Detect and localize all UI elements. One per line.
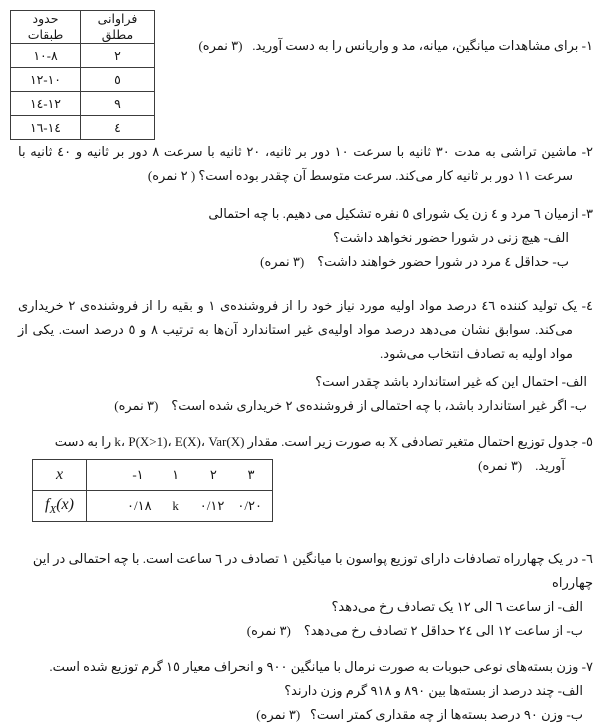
question-6 [18,547,593,643]
question-7 [18,655,593,727]
x-value: ١ [172,467,180,482]
table-row [11,44,155,68]
question-4-text: ٤- یک تولید کننده ٤٦ درصد مواد اولیه مورد نیاز خود را از فروشنده‌ی ١ و بقیه را از فروشنده‌ی ٢ خریداری می‌کند. سوابق نشان می‌دهد درصد مواد اولیه‌ی غیر استاندارد آن‌ها به ترتیب ٨ و ٥ درصد است. یکی از مواد اولیه به تصادف انتخاب می‌شود. [18,298,594,361]
frequency-table [10,10,155,140]
table-header-row [11,11,155,44]
x-values-row [33,460,273,491]
question-7-part-b: ب- وزن ٩٠ درصد بسته‌ها از چه مقداری کمتر است؟ (٣ نمره) [256,707,583,722]
probability-values-row [33,491,273,522]
question-3-part-b: ب- حداقل ٤ مرد در شورا حضور خواهند داشت؟ (٣ نمره) [260,254,569,269]
question-3 [18,202,593,274]
x-label: x [55,466,64,483]
frequency-cell: ٤ [81,116,155,140]
question-6-text: ٦- در یک چهارراه تصادفات دارای توزیع پواسون با میانگین ١ تصادف در ٦ ساعت است. با چه احتمالی در این چهارراه [32,551,593,590]
probability-value: ٠/٢٠ [237,498,262,513]
table-row [11,68,155,92]
class-limit-cell: ١٤-١٦ [11,116,81,140]
absolute-frequency-header: فراوانی مطلق [81,11,155,44]
question-6-part-a: الف- از ساعت ٦ الی ١٢ یک تصادف رخ می‌دهد؟ [331,599,583,614]
x-value: ٢ [209,467,217,482]
distribution-table [32,459,273,522]
question-3-part-a: الف- هیچ زنی در شورا حضور نخواهد داشت؟ [333,230,569,245]
probability-value: ٠/١٨ [127,498,152,513]
question-5 [18,430,593,527]
probability-value: k [172,498,179,513]
question-2-text: ٢- ماشین تراشی به مدت ٣٠ ثانیه با سرعت ١٠ دور بر ثانیه، ٢٠ ثانیه با سرعت ٨ دور بر ثانیه و ٤٠ ثانیه با سرعت ١١ دور بر ثانیه کار می‌کند. سرعت متوسط آن چقدر بوده است؟ ( ٢ نمره) [18,144,593,183]
fx-label: $f_X(x)$ [45,495,74,517]
question-6-part-b: ب- از ساعت ١٢ الی ٢٤ حداقل ٢ تصادف رخ می‌دهد؟ (٣ نمره) [246,623,583,638]
frequency-cell: ٥ [81,68,155,92]
x-value: -١ [132,467,144,482]
fx-label-cell [33,491,87,522]
question-5-text-continued: آورید. (٣ نمره) [478,458,565,473]
question-5-bottom [18,457,593,527]
question-1-text: ١- برای مشاهدات میانگین، میانه، مد و واریانس را به دست آورید. (٣ نمره) [198,38,593,53]
table-row [11,116,155,140]
question-7-text: ٧- وزن بسته‌های نوعی حبوبات به صورت نرمال با میانگین ٩٠٠ و انحراف معیار ١٥ گرم توزیع شده است. [49,659,593,674]
question-2 [18,140,593,188]
question-4-part-a: الف- احتمال این که غیر استاندارد باشد چقدر است؟ [315,374,587,389]
question-5-text: ٥- جدول توزیع احتمال متغیر تصادفی ‪X‬ به صورت زیر است. مقدار ‪k‬، ‪P(X>1)‬، ‪E(X)‬، ‪Var(X)‬ را به دست [54,434,593,449]
probability-values-cell [87,491,273,522]
class-limit-cell: ٨-١٠ [11,44,81,68]
question-7-part-a: الف- چند درصد از بسته‌ها بین ٨٩٠ و ٩١٨ گرم وزن دارند؟ [284,683,583,698]
class-limits-header: حدود طبقات [11,11,81,44]
frequency-cell: ٩ [81,92,155,116]
question-3-text: ٣- ازمیان ٦ مرد و ٤ زن یک شورای ٥ نفره تشکیل می دهیم. با چه احتمالی [208,206,593,221]
class-limit-cell: ١٢-١٤ [11,92,81,116]
x-values-cell [87,460,273,491]
x-values [87,467,272,483]
x-value: ٣ [247,467,255,482]
frequency-cell: ٢ [81,44,155,68]
top-section [18,0,593,135]
question-4-part-b: ب- اگر غیر استاندارد باشد، با چه احتمالی از فروشنده‌ی ٢ خریداری شده است؟ (٣ نمره) [114,398,587,413]
table-row [11,92,155,116]
probability-values [87,498,272,514]
x-label-cell [33,460,87,491]
question-4 [18,294,593,418]
probability-value: ٠/١٢ [199,498,225,513]
class-limit-cell: ١٠-١٢ [11,68,81,92]
